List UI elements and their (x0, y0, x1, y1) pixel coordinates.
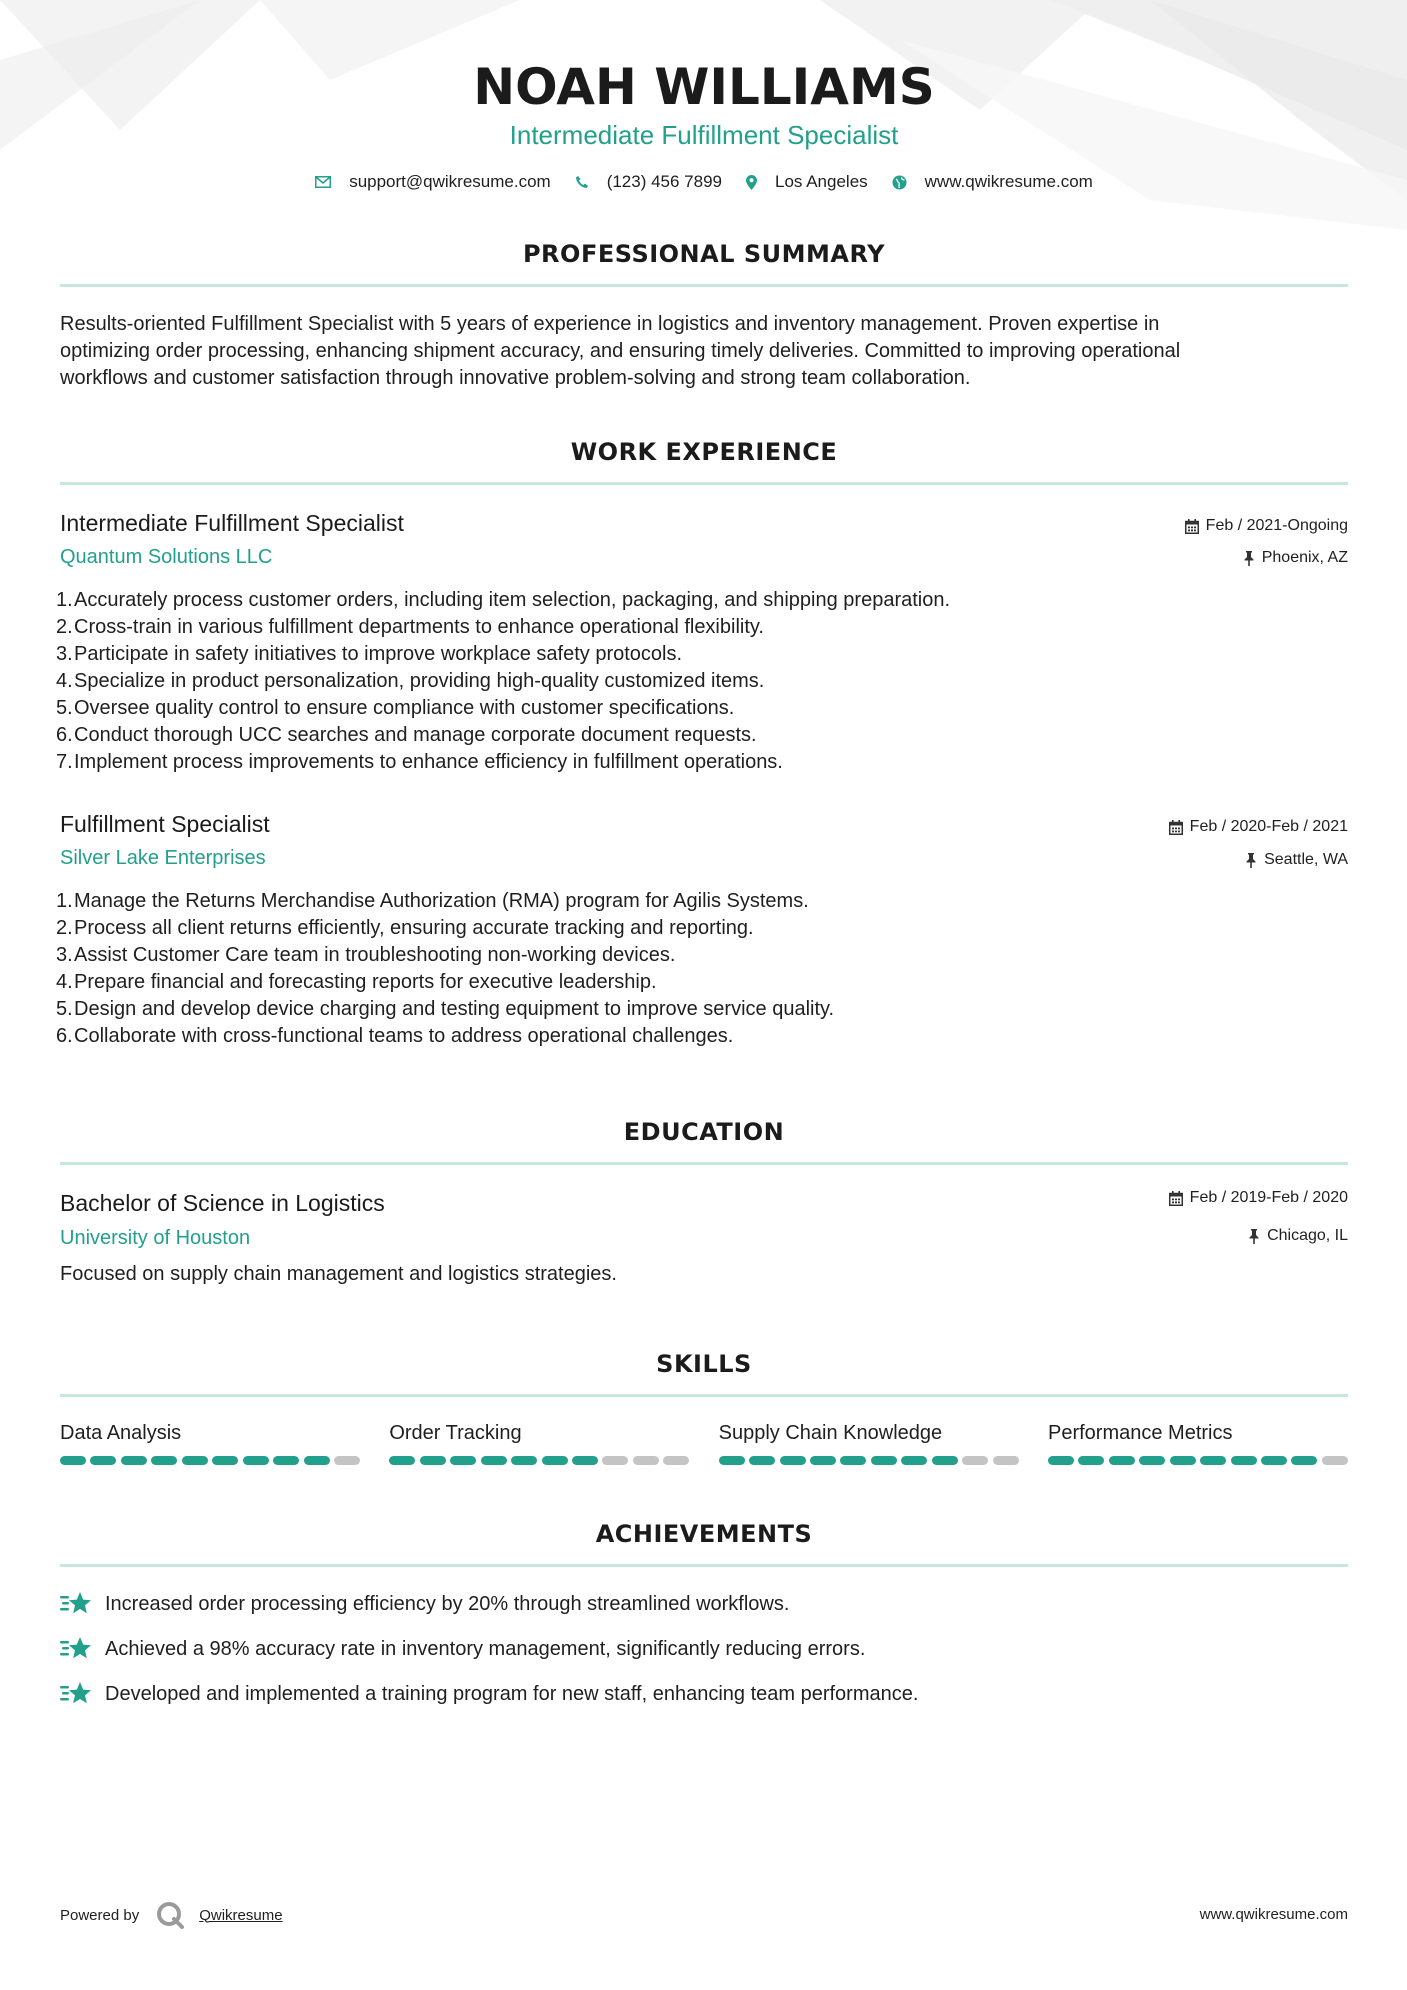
skill-level-segment (243, 1456, 269, 1465)
skill-item (60, 1422, 360, 1465)
skill-level-segment (90, 1456, 116, 1465)
skill-level-segment (840, 1456, 866, 1465)
summary-text (60, 311, 1348, 392)
skill-level-segment (602, 1456, 628, 1465)
achievement-text: Achieved a 98% accuracy rate in inventory management, significantly reducing errors. (105, 1637, 866, 1660)
skill-level-segment (1231, 1456, 1257, 1465)
envelope-icon (315, 176, 331, 188)
achievement-text: Developed and implemented a training program for new staff, enhancing team performance. (105, 1682, 919, 1705)
skill-name: Order Tracking (389, 1422, 522, 1444)
skill-item (719, 1422, 1019, 1465)
calendar-icon (1185, 519, 1199, 534)
footer-powered-by (60, 1900, 283, 1930)
skill-level-segment (420, 1456, 446, 1465)
skill-level-segment (901, 1456, 927, 1465)
job-dates (1185, 517, 1348, 535)
job-bullet-text: Manage the Returns Merchandise Authorization (RMA) program for Agilis Systems. (74, 890, 809, 912)
skill-item (389, 1422, 689, 1465)
skill-level-segment (719, 1456, 745, 1465)
contact-row (60, 172, 1348, 192)
job-bullet: 5. Oversee quality control to ensure compliance with customer specifications. (60, 695, 1348, 722)
skill-name: Performance Metrics (1047, 1422, 1233, 1444)
calendar-icon (1169, 1191, 1183, 1206)
pushpin-icon (1243, 551, 1255, 566)
contact-website[interactable] (892, 172, 1093, 192)
achievement-item (60, 1591, 789, 1617)
skill-item (1048, 1422, 1348, 1465)
job-bullet: 6. Conduct thorough UCC searches and manage corporate document requests. (60, 722, 1348, 749)
skill-level-segment (1139, 1456, 1165, 1465)
job-bullet-text: Implement process improvements to enhance efficiency in fulfillment operations. (74, 751, 783, 773)
skill-level-segment (212, 1456, 238, 1465)
job-location-text: Seattle, WA (1264, 851, 1348, 868)
candidate-title: Intermediate Fulfillment Specialist (509, 120, 899, 150)
job-bullet-text: Specialize in product personalization, providing high-quality customized items. (74, 670, 765, 692)
skill-level-segment (633, 1456, 659, 1465)
job-bullet: 1. Accurately process customer orders, including item selection, packaging, and shipping preparation. (60, 587, 1348, 614)
powered-by-label: Powered by (60, 1906, 140, 1924)
skill-level-segment (121, 1456, 147, 1465)
skill-level-segment (511, 1456, 537, 1465)
summary-line: workflows and customer satisfaction through innovative problem-solving and strong team collaboration. (60, 367, 971, 389)
skill-name: Data Analysis (60, 1422, 182, 1444)
skill-level-segment (389, 1456, 415, 1465)
experience-heading: WORK EXPERIENCE (570, 438, 838, 466)
job-bullet-text: Process all client returns efficiently, ensuring accurate tracking and reporting. (74, 917, 754, 939)
summary-divider (60, 284, 1348, 287)
job-dates (1169, 818, 1348, 836)
skill-level-segment (1200, 1456, 1226, 1465)
education-description: Focused on supply chain management and logistics strategies. (60, 1263, 617, 1285)
skills-divider (60, 1394, 1348, 1397)
skill-level-segment (1078, 1456, 1104, 1465)
calendar-icon (1169, 820, 1183, 835)
phone-icon (575, 175, 589, 189)
education-heading: EDUCATION (623, 1118, 785, 1146)
skill-level-segment (932, 1456, 958, 1465)
job-location-text: Phoenix, AZ (1261, 549, 1348, 566)
skill-level-segment (182, 1456, 208, 1465)
star-icon (60, 1636, 92, 1662)
skill-level-segment (1048, 1456, 1074, 1465)
job-dates-text: Feb / 2020-Feb / 2021 (1189, 818, 1348, 835)
job-bullet-text: Collaborate with cross-functional teams to address operational challenges. (74, 1025, 734, 1047)
skill-level-bar (389, 1456, 689, 1465)
education-school: University of Houston (60, 1227, 251, 1249)
job-bullet: 2. Cross-train in various fulfillment departments to enhance operational flexibility. (60, 614, 1348, 641)
skill-level-segment (450, 1456, 476, 1465)
education-dates-text: Feb / 2019-Feb / 2020 (1189, 1189, 1348, 1206)
education-degree: Bachelor of Science in Logistics (60, 1190, 385, 1216)
star-icon (60, 1681, 92, 1707)
map-pin-icon (746, 175, 757, 190)
job-company: Quantum Solutions LLC (60, 546, 273, 568)
qwikresume-link[interactable]: Qwikresume (199, 1906, 283, 1924)
contact-email-text: support@qwikresume.com (349, 172, 551, 191)
summary-line: optimizing order processing, enhancing shipment accuracy, and ensuring timely deliveries. Committed to improving operational (60, 340, 1181, 362)
globe-icon (892, 175, 907, 190)
job-bullet-text: Design and develop device charging and testing equipment to improve service quality. (74, 998, 835, 1020)
footer-website[interactable]: www.qwikresume.com (1199, 1906, 1348, 1923)
job-bullets (56, 888, 1348, 1050)
skill-level-segment (749, 1456, 775, 1465)
pushpin-icon (1245, 853, 1257, 868)
skill-level-segment (663, 1456, 689, 1465)
qwikresume-logo-icon (155, 1900, 185, 1930)
skill-level-segment (1291, 1456, 1317, 1465)
candidate-name: NOAH WILLIAMS (473, 58, 935, 116)
job-bullet: 6. Collaborate with cross-functional teams to address operational challenges. (60, 1023, 1348, 1050)
education-location-text: Chicago, IL (1267, 1227, 1348, 1244)
education-divider (60, 1162, 1348, 1165)
skill-level-segment (60, 1456, 86, 1465)
contact-phone[interactable] (575, 172, 722, 192)
job-bullet: 7. Implement process improvements to enhance efficiency in fulfillment operations. (60, 749, 1348, 776)
skills-heading: SKILLS (656, 1350, 752, 1378)
contact-location (746, 172, 868, 192)
achievement-text: Increased order processing efficiency by 20% through streamlined workflows. (105, 1592, 790, 1615)
skill-level-segment (962, 1456, 988, 1465)
skill-level-bar (719, 1456, 1019, 1465)
skill-level-segment (993, 1456, 1019, 1465)
education-location (1248, 1227, 1348, 1245)
contact-location-text: Los Angeles (775, 172, 868, 191)
skill-level-segment (151, 1456, 177, 1465)
skill-name: Supply Chain Knowledge (718, 1422, 943, 1444)
contact-email[interactable] (315, 172, 551, 192)
skill-level-segment (1261, 1456, 1287, 1465)
experience-divider (60, 482, 1348, 485)
job-location (1245, 851, 1348, 869)
job-bullet: 4. Prepare financial and forecasting reports for executive leadership. (60, 969, 1348, 996)
job-company: Silver Lake Enterprises (60, 847, 266, 869)
skills-list (60, 1422, 1348, 1465)
skill-level-segment (810, 1456, 836, 1465)
job-location (1243, 549, 1348, 567)
skill-level-bar (60, 1456, 360, 1465)
pushpin-icon (1248, 1229, 1260, 1244)
skill-level-segment (304, 1456, 330, 1465)
skill-level-segment (334, 1456, 360, 1465)
skill-level-segment (481, 1456, 507, 1465)
star-icon (60, 1591, 92, 1617)
job-bullet-text: Prepare financial and forecasting reports for executive leadership. (74, 971, 657, 993)
job-bullet: 4. Specialize in product personalization, providing high-quality customized items. (60, 668, 1348, 695)
skill-level-segment (1109, 1456, 1135, 1465)
job-bullet-text: Accurately process customer orders, including item selection, packaging, and shipping preparation. (74, 589, 951, 611)
job-dates-text: Feb / 2021-Ongoing (1205, 517, 1348, 534)
job-bullet: 3. Participate in safety initiatives to improve workplace safety protocols. (60, 641, 1348, 668)
skill-level-segment (1170, 1456, 1196, 1465)
skill-level-segment (542, 1456, 568, 1465)
skill-level-segment (572, 1456, 598, 1465)
job-bullet: 1. Manage the Returns Merchandise Authorization (RMA) program for Agilis Systems. (60, 888, 1348, 915)
job-title: Intermediate Fulfillment Specialist (60, 510, 404, 536)
skill-level-segment (1322, 1456, 1348, 1465)
job-title: Fulfillment Specialist (60, 811, 270, 837)
summary-line: Results-oriented Fulfillment Specialist with 5 years of experience in logistics and inventory management. Proven expertise in (60, 313, 1160, 335)
achievement-item (60, 1681, 918, 1707)
job-bullet: 5. Design and develop device charging and testing equipment to improve service quality. (60, 996, 1348, 1023)
job-bullet: 2. Process all client returns efficiently, ensuring accurate tracking and reporting. (60, 915, 1348, 942)
skill-level-segment (871, 1456, 897, 1465)
contact-phone-text: (123) 456 7899 (606, 172, 723, 191)
job-bullets (56, 587, 1348, 776)
education-dates (1169, 1189, 1348, 1207)
skill-level-bar (1048, 1456, 1348, 1465)
skill-level-segment (780, 1456, 806, 1465)
job-bullet-text: Cross-train in various fulfillment departments to enhance operational flexibility. (74, 616, 764, 638)
achievement-item (60, 1636, 865, 1662)
summary-heading: PROFESSIONAL SUMMARY (522, 240, 886, 268)
job-bullet-text: Oversee quality control to ensure compliance with customer specifications. (74, 697, 735, 719)
achievements-heading: ACHIEVEMENTS (595, 1520, 813, 1548)
achievements-divider (60, 1564, 1348, 1567)
job-bullet-text: Participate in safety initiatives to improve workplace safety protocols. (74, 643, 683, 665)
skill-level-segment (273, 1456, 299, 1465)
job-bullet: 3. Assist Customer Care team in troubleshooting non-working devices. (60, 942, 1348, 969)
job-bullet-text: Assist Customer Care team in troubleshooting non-working devices. (74, 944, 676, 966)
contact-website-text: www.qwikresume.com (924, 172, 1093, 191)
job-bullet-text: Conduct thorough UCC searches and manage corporate document requests. (74, 724, 757, 746)
